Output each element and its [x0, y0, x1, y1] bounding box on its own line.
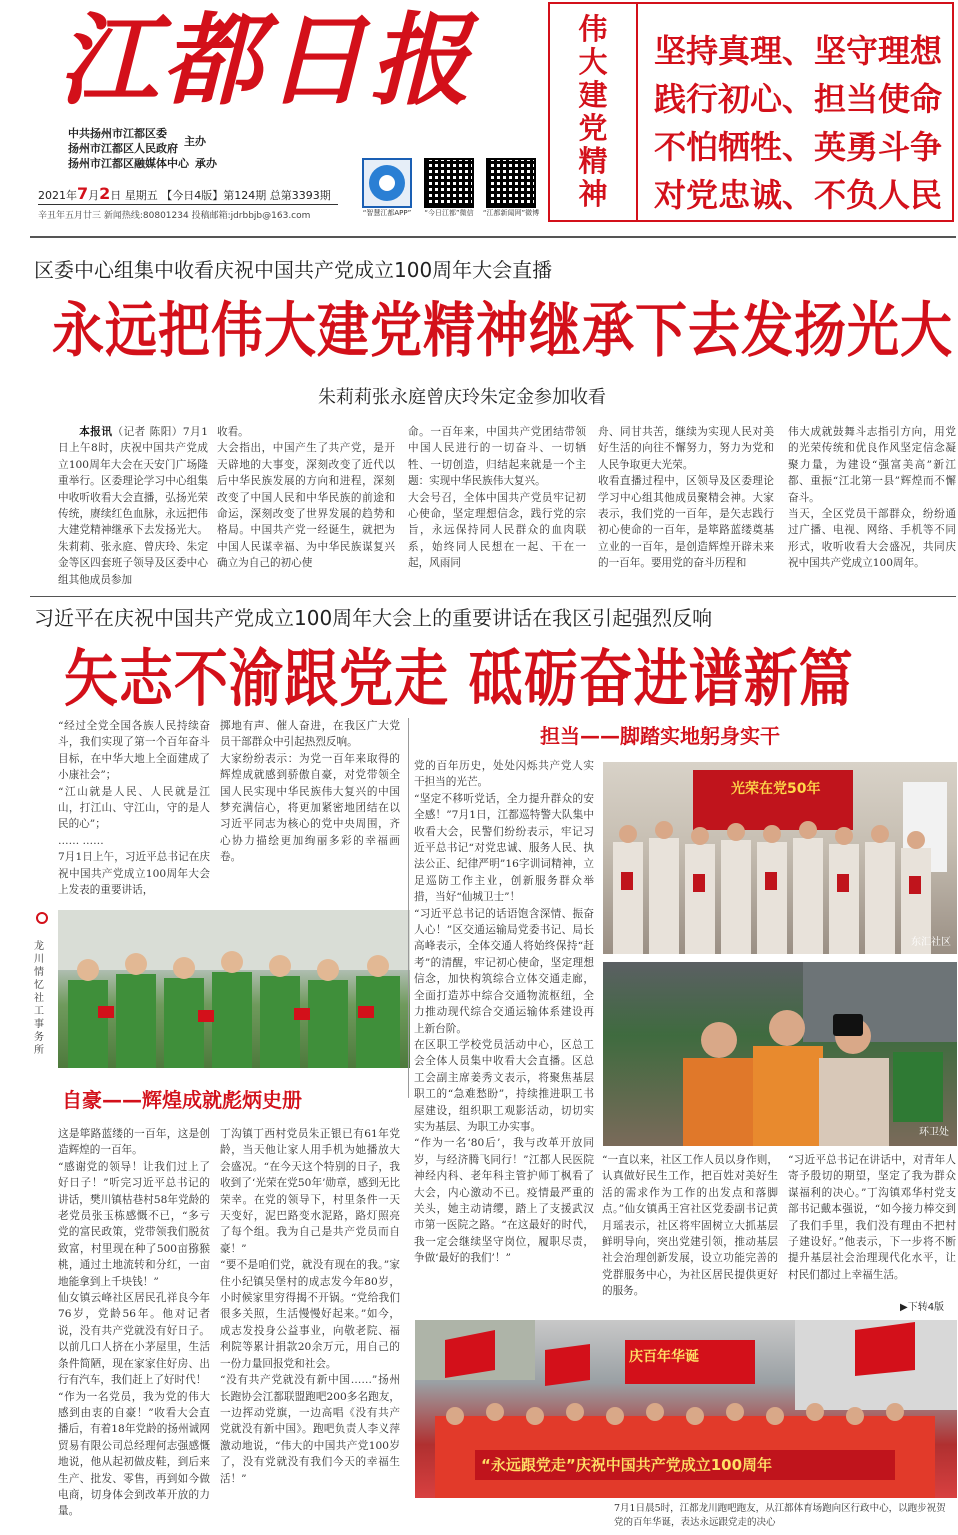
story2-kicker: 习近平在庆祝中国共产党成立100周年大会上的重要讲话在我区引起强烈反响: [34, 606, 713, 630]
dateline-rule: [38, 204, 338, 205]
photo3-caption: 环卫处: [919, 1127, 949, 1138]
date-day: 2: [99, 184, 111, 203]
spirit-line-1: 坚持真理、坚守理想: [654, 32, 943, 70]
spirit-char: 党: [578, 111, 608, 145]
workers-illustration: [603, 962, 957, 1146]
section2-col-2: “一直以来，社区工作人员以身作则，认真做好民生工作，把百姓对美好生活的需求作为工作的出发点和落脚点。”仙女镇禹王宫社区党委副书记黄月瑶表示，社区将牢固树立大抓基层鲜明导向，突出党建引领，推动基层社会治理创新发展，设立功能完善的党群服务中心，为社区居民提供更好的服务。: [602, 1154, 778, 1298]
date-day-unit: 日: [110, 189, 122, 202]
spirit-char: 伟: [578, 12, 608, 46]
photo2-caption: 东汇社区: [911, 937, 951, 948]
qr-caption-app: “智慧江都APP”: [362, 209, 412, 217]
spirit-box: [548, 2, 954, 222]
story1-col-2: 收看。 大会指出，中国产生了共产党，是开天辟地的大事变，深刻改变了近代以后中华民族发展的方向和进程，深刻改变了中国人民和中华民族的前途和命运，深刻改变了世界发展的趋势和格局。中国共产党一经诞生，就把为中国人民谋幸福、为中华民族谋复兴确立为自己的初心使: [217, 426, 395, 570]
photo-runners: [415, 1320, 957, 1498]
qr-weibo[interactable]: [476, 158, 546, 218]
story1-col-1: [58, 424, 208, 592]
date-rest: 星期五 【今日4版】第124期 总第3393期: [124, 189, 331, 202]
publisher-line-1: 中共扬州市江都区委: [68, 127, 167, 140]
story1-col-4: 舟、同甘共苦，继续为实现人民对美好生活的向往不懈努力，努力为党和人民争取更大光荣。 收看直播过程中，区领导及区委理论学习中心组其他成员聚精会神。大家表示，我们党的一百年，是矢志践行初心使命的一百年，是筚路蓝缕奠基立业的一百年，是创造辉煌开辟未来的一百年。要用党的奋斗历程和: [598, 426, 774, 570]
publisher-block: [68, 126, 217, 171]
story1-byline: 本报讯: [79, 426, 113, 438]
publisher-line-2: 扬州市江都区人民政府: [68, 142, 178, 155]
spirit-line-3: 不怕牺牲、英勇斗争: [654, 128, 943, 166]
story1-deck: 朱莉莉张永庭曾庆玲朱定金参加收看: [318, 387, 606, 408]
photo4-banner-2: 庆百年华诞: [629, 1349, 699, 1365]
story2-headline[interactable]: 矢志不渝跟党走 砥砺奋进谱新篇: [64, 642, 854, 716]
section1-col-2: 丁沟镇丁西村党员朱正银已有61年党龄，当天他让家人用手机为她播放大会盛况。“在今天这个特别的日子，我收到了‘光荣在党50年’勋章，感到无比荣幸。在党的领导下，村里条件一天天变好，泥巴路变水泥路，路灯照亮了每个组。我为自己是共产党员而自豪！” “要不是咱们党，就没有现在的我。”家住小纪镇吴堡村的成志发今年80岁，小时候家里穷得揭不开锅。“党给我们很多关照，生活慢慢好起来。”如今，成志发投身公益事业，向敬老院、福利院等累计捐款20余万元，用自己的一份力量回报党和社会。 “没有共产党就没有新中国……”扬州长跑协会江都联盟跑吧200多名跑友，一边挥动党旗，一边高唱《没有共产党就没有新中国》。跑吧负责人李义萍激动地说，“伟大的中国共产党100岁了，没有党就没有我们今天的幸福生活！”: [220, 1128, 400, 1485]
photo1-caption: 龙川情忆社工事务所: [34, 941, 44, 1056]
qr-caption-weibo: “江都新闻网”微博: [482, 209, 540, 217]
photo-sanitation-workers: [603, 962, 957, 1146]
section1-title: 自豪——辉煌成就彪炳史册: [62, 1088, 302, 1112]
section2-col-1: 党的百年历史，处处闪烁共产党人实干担当的光芒。 “坚定不移听党话，全力提升群众的安全感！”7月1日，江都巡特警大队集中收看大会，民警们纷纷表示，牢记习近平总书记“对党忠诚、服务人民、执法公正、纪律严明”16字训词精神，立足巡防工作主业，创新服务群众举措，当好“仙城卫士”！ “习近平总书记的话语饱含深情、振奋人心！”区交通运输局党委书记、局长高峰表示，全体交通人将始终保持“赶考”的清醒，牢记初心使命，坚定理想信念，加快构筑综合立体交通走廊，全面打造苏中综合交通物流枢纽，全力推动现代综合交通运输体系建设再上新台阶。 在区职工学校党员活动中心，区总工会全体人员集中收看大会直播。区总工会副主席姜秀文表示，将聚焦基层职工的“急难愁盼”，持续推进职工书屋建设，组织职工观影活动，切切实实为基层、为职工办实事。 “作为一名‘80后’，我与改革开放同岁，与经济腾飞同行！”江都人民医院神经内科、老年科主管护师丁枫看了大会，内心激动不已。疫情最严重的关头，她主动请缨，踏上了支援武汉市第一医院之路。“在这最好的时代，我一定会继续坚守岗位，履职尽责，争做‘最好的我们’！”: [414, 760, 594, 1265]
story1-col-3: 命。一百年来，中国共产党团结带领中国人民进行的一切奋斗、一切牺牲、一切创造，归结起来就是一个主题：实现中华民族伟大复兴。 大会号召，全体中国共产党员牢记初心使命，坚定理想信念，践行党的宗旨，永远保持同人民群众的血肉联系，始终同人民想在一起、干在一起，风雨同: [408, 426, 586, 570]
spirit-char: 精: [578, 144, 608, 178]
publisher-line-3: 扬州市江都区融媒体中心: [68, 157, 189, 170]
qr-code-icon: [486, 158, 536, 208]
date-month: 7: [77, 184, 89, 203]
newspaper-title: 江都日报: [58, 1, 474, 119]
spirit-line-2: 践行初心、担当使命: [654, 80, 943, 118]
photo2-banner: 光荣在党50年: [731, 781, 821, 797]
continue-link[interactable]: ▶下转4版: [900, 1302, 945, 1313]
photo-group-green: [58, 910, 410, 1068]
story1-col1-text: （记者 陈阳）7月1日上午8时，庆祝中国共产党成立100周年大会在天安门广场隆重举行。区委理论学习中心组集中收听收看大会直播，弘扬光荣传统，赓续红色血脉，永远把伟大建党精神继承下去发扬光大。朱莉莉、张永庭、曾庆玲、朱定金等区四套班子领导及区委中心组其他成员参加: [58, 426, 208, 586]
publisher-role-1: 主办: [184, 134, 206, 148]
photo4-caption: 7月1日晨5时，江都龙川跑吧跑友，从江都体育场跑向区行政中心，以跑步祝贺党的百年华诞，表达永远跟党走的决心: [614, 1503, 946, 1528]
date-month-unit: 月: [88, 189, 100, 202]
caption-marker-icon: [36, 912, 48, 924]
section2-title: 担当——脚踏实地躬身实干: [540, 724, 780, 748]
spirit-char: 建: [578, 78, 608, 112]
dateline: [38, 184, 331, 203]
qr-app[interactable]: [352, 158, 422, 218]
photo-medal-ceremony: [603, 762, 957, 954]
section2-col-3: “习近平总书记在讲话中，对青年人寄予殷切的期望，坚定了我为群众谋福利的决心。”丁沟镇邓华村党支部书记戴本强说，“如今接力棒交到了我们手里，我们没有理由不把村子建设好。”他表示，下一步将不断提升基层社会治理现代化水平，让村民们都过上幸福生活。: [788, 1154, 956, 1281]
qr-wechat[interactable]: [414, 158, 484, 218]
photo4-banner: “永远跟党走”庆祝中国共产党成立100周年: [481, 1456, 773, 1474]
date-year: 2021年: [38, 189, 77, 202]
story1-col-5: 伟大成就鼓舞斗志指引方向，用党的光荣传统和优良作风坚定信念凝聚力量，为建设“强富美高”新江都、重振“江北第一县”辉煌而不懈奋斗。 当天，全区党员干部群众，纷纷通过广播、电视、网络、手机等不同形式，收听收看大会盛况，共同庆祝中国共产党成立100周年。: [788, 426, 956, 570]
qr-caption-wechat: “今日江都”微信: [424, 209, 474, 217]
app-logo-icon: [362, 158, 412, 208]
spirit-vertical-title: [550, 4, 638, 220]
story1-headline[interactable]: 永远把伟大建党精神继承下去发扬光大: [52, 296, 954, 366]
story2-intro-col-2: 掷地有声、催人奋进，在我区广大党员干部群众中引起热烈反响。 大家纷纷表示：为党一百年来取得的辉煌成就感到骄傲自豪，对党带领全国人民实现中华民族伟大复兴的中国梦充满信心，将更加紧密地团结在以习近平同志为核心的党中央周围，齐心协力描绘更加绚丽多彩的幸福画卷。: [220, 720, 400, 864]
lunar-line: 辛丑年五月廿三 新闻热线:80801234 投稿邮箱:jdrbbjb@163.com: [38, 211, 311, 221]
group-photo-illustration: [58, 910, 410, 1068]
section1-col-1: 这是筚路蓝缕的一百年，这是创造辉煌的一百年。 “感谢党的领导！让我们过上了好日子！”听完习近平总书记的讲话，樊川镇枯巷村58年党龄的老党员张玉栋感慨不已，“多亏党的富民政策，党带领我们脱贫致富，村里现在种了500亩猕猴桃，通过土地流转和分红，一亩地能拿到上千块钱！” 仙女镇云峰社区居民孔祥良今年76岁，党龄56年。他对记者说，没有共产党就没有好日子。以前几口人挤在小茅屋里，生活条件简陋，现在家家住好房、出行有汽车，我们赶上了好时代！ “作为一名党员，我为党的伟大感到由衷的自豪！”收看大会直播后，有着18年党龄的扬州诚网贸易有限公司总经理何志强感慨地说，他从起初做皮鞋，到后来生产、批发、零售，再到如今做电商，切身体会到改革开放的力量。: [58, 1128, 210, 1518]
spirit-char: 大: [578, 45, 608, 79]
spirit-char: 神: [578, 177, 608, 211]
story2-intro-col-1: “经过全党全国各族人民持续奋斗，我们实现了第一个百年奋斗目标，在中华大地上全面建成了小康社会”； “江山就是人民、人民就是江山，打江山、守江山，守的是人民的心”； …… …… 7月1日上午，习近平总书记在庆祝中国共产党成立100周年大会上发表的重要讲话，: [58, 720, 210, 897]
column-divider: [408, 718, 409, 1098]
publisher-role-2: 承办: [195, 157, 217, 170]
spirit-line-4: 对党忠诚、不负人民: [654, 176, 943, 214]
story1-bottom-rule: [30, 596, 956, 597]
masthead-rule: [30, 236, 956, 238]
story1-kicker: 区委中心组集中收看庆祝中国共产党成立100周年大会直播: [34, 258, 553, 282]
qr-code-icon: [424, 158, 474, 208]
